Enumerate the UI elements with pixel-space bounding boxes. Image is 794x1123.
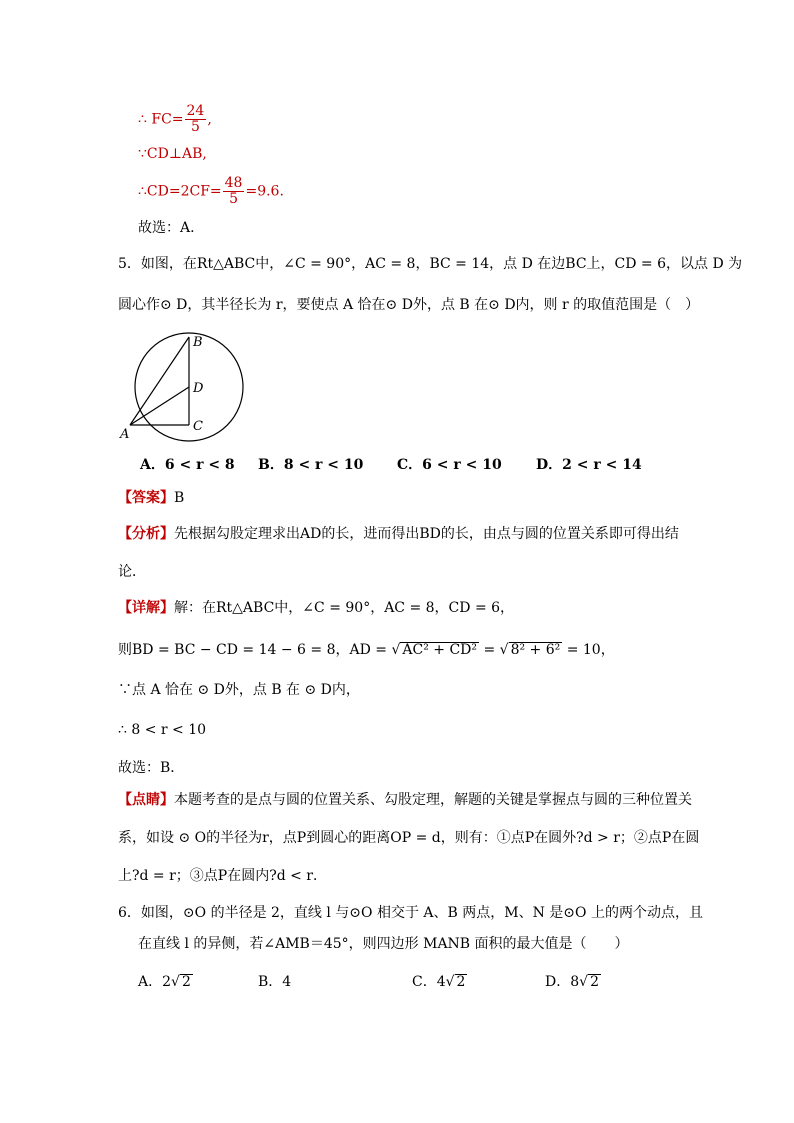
analysis-tag: 【分析】	[118, 526, 174, 542]
fc-prefix: ∴ FC=	[138, 111, 184, 128]
q6-option-d-radicand: 2	[590, 974, 599, 990]
q5-detail-choose: 故选：B．	[118, 760, 185, 776]
analysis-text: 先根据勾股定理求出AD的长，进而得出BD的长，由点与圆的位置关系即可得出结	[174, 526, 679, 542]
q5-analysis-line2: 论．	[118, 564, 146, 580]
comment-tag: 【点睛】	[118, 792, 174, 808]
cd-numerator: 48	[224, 175, 243, 191]
q5-comment-line2: 系，如设 ⊙ O的半径为r，点P到圆心的距离OP = d，则有：①点P在圆外?d > r；②点P在圆	[118, 830, 700, 846]
detail-line2-b: =	[479, 642, 500, 658]
detail-tag: 【详解】	[118, 600, 174, 616]
detail-sqrt2: 8² + 6²	[510, 642, 561, 658]
q6-option-d: D．8√ 2	[545, 974, 599, 990]
q6-stem-line2: 在直线 l 的异侧，若∠AMB＝45°，则四边形 MANB 面积的最大值是（ ）	[138, 936, 629, 952]
q5-option-c: C．6 < r < 10	[397, 457, 502, 473]
q6-option-c-prefix: C．4	[412, 974, 446, 990]
answer-value: B	[174, 490, 185, 506]
cd-suffix: =9.6.	[245, 183, 284, 200]
answer-tag: 【答案】	[118, 490, 174, 506]
cd-result-line	[138, 176, 284, 207]
label-c: C	[193, 419, 203, 434]
detail-sqrt1: AC² + CD²	[402, 642, 478, 658]
fc-suffix: ,	[207, 111, 212, 128]
q5-detail-line1	[118, 598, 514, 618]
label-d: D	[193, 381, 204, 396]
q6-option-b: B．4	[258, 974, 292, 990]
cd-denominator: 5	[229, 191, 239, 207]
q6-option-a: A．2√ 2	[138, 974, 191, 990]
q5-comment-line1	[118, 790, 692, 810]
q6-stem-line1: 6．如图，⊙O 的半径是 2，直线 l 与⊙O 相交于 A、B 两点，M、N 是⊙O 上的两个动点，且	[118, 905, 703, 921]
q5-detail-line4: ∴ 8 < r < 10	[118, 722, 207, 738]
segment-ab	[130, 337, 189, 425]
q5-comment-line3: 上?d = r；③点P在圆内?d < r．	[118, 868, 328, 884]
fc-denominator: 5	[190, 119, 200, 135]
q5-detail-line3: ∵点 A 恰在 ⊙ D外，点 B 在 ⊙ D内，	[118, 682, 360, 698]
q6-option-a-radicand: 2	[181, 974, 191, 990]
cd-prefix: ∴CD=2CF=	[138, 183, 222, 200]
q5-detail-line2: 则BD = BC − CD = 14 − 6 = 8，AD = √ AC² + CD² = √ 8² + 6² = 10，	[118, 642, 615, 658]
fc-fraction	[185, 104, 207, 135]
q5-stem-line1: 5．如图，在Rt△ABC中，∠C = 90°，AC = 8，BC = 14，点 D 在边BC上，CD = 6，以点 D 为	[118, 256, 743, 272]
detail-line2-c: = 10，	[562, 642, 615, 658]
q6-option-c-radicand: 2	[456, 974, 466, 990]
cd-fraction	[223, 176, 245, 207]
q5-option-b: B．8 < r < 10	[258, 457, 364, 473]
q5-stem-line2: 圆心作⊙ D，其半径长为 r，要使点 A 恰在⊙ D外，点 B 在⊙ D内，则 r 的取值范围是（ ）	[118, 297, 700, 313]
q5-figure	[118, 328, 258, 448]
detail-text: 解：在Rt△ABC中，∠C = 90°，AC = 8，CD = 6，	[174, 600, 515, 616]
q6-option-a-prefix: A．2	[138, 974, 172, 990]
q5-answer-line	[118, 488, 184, 508]
label-a: A	[120, 427, 130, 442]
q5-option-a: A．6 < r < 8	[140, 457, 235, 473]
cd-perp-line: ∵CD⊥AB,	[138, 146, 207, 162]
q6-option-c: C．4√ 2	[412, 974, 466, 990]
detail-line2-a: 则BD = BC − CD = 14 − 6 = 8，AD =	[118, 642, 392, 658]
q5-option-d: D．2 < r < 14	[536, 457, 642, 473]
comment-text: 本题考查的是点与圆的位置关系、勾股定理，解题的关键是掌握点与圆的三种位置关	[174, 792, 692, 808]
fc-numerator: 24	[186, 103, 205, 119]
fc-result-line	[138, 104, 212, 135]
prev-choose-line: 故选：A.	[138, 220, 195, 236]
label-b: B	[193, 335, 203, 350]
q5-analysis-line1	[118, 524, 679, 544]
q6-option-d-prefix: D．8	[545, 974, 580, 990]
